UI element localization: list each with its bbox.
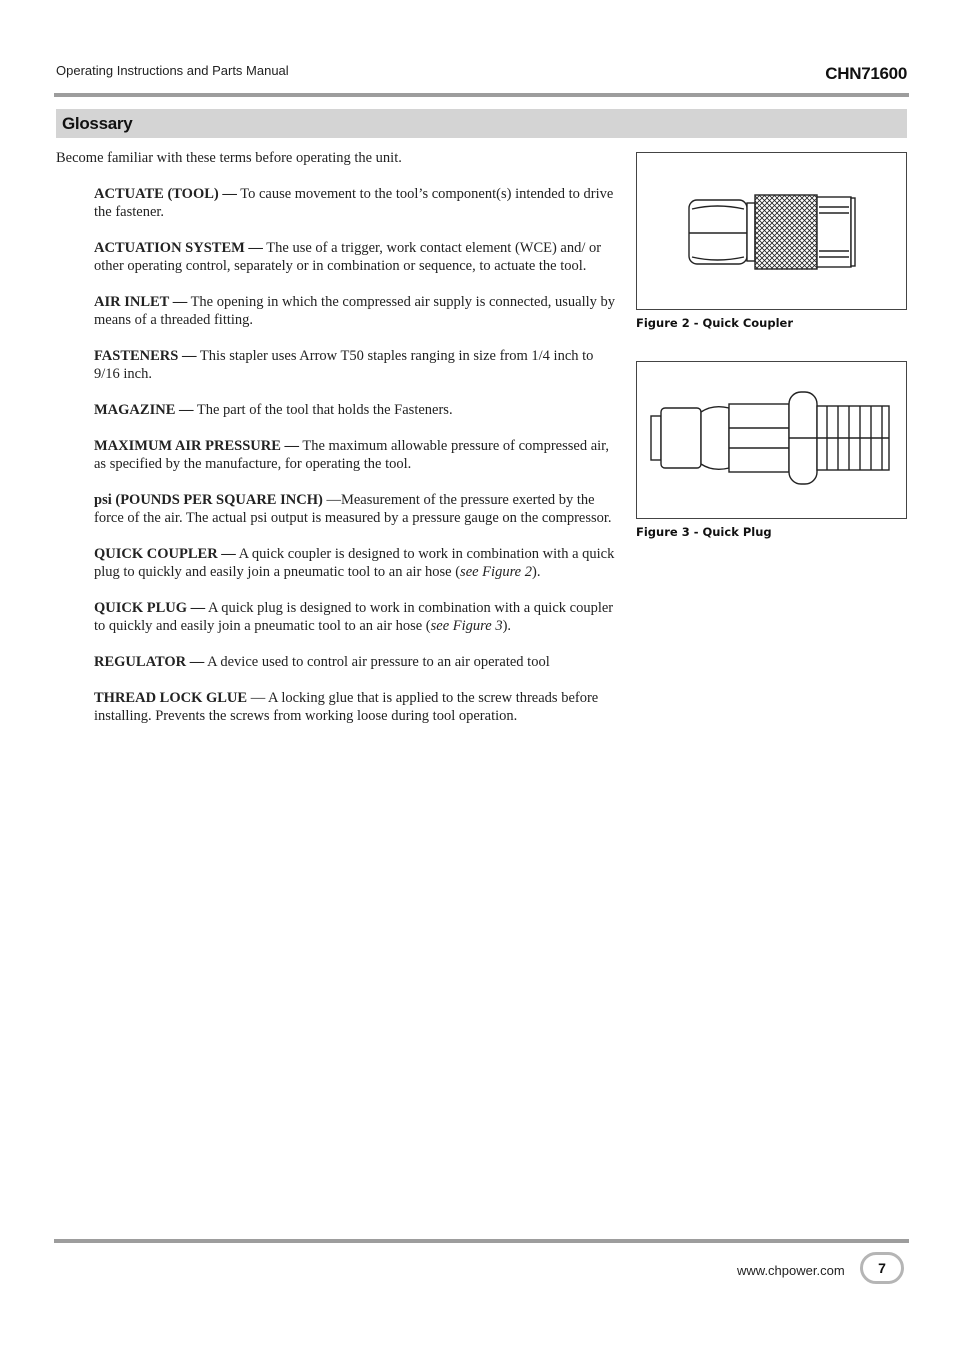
quick-plug-drawing-icon <box>637 362 906 518</box>
glossary-entry <box>94 491 620 527</box>
manual-title: Operating Instructions and Parts Manual <box>56 63 289 78</box>
section-header-bar <box>56 109 907 138</box>
glossary-definition: A quick plug is designed to work in combination with a quick coupler to quickly and easily join a pneumatic tool to an air hose ( <box>94 600 614 634</box>
glossary-definition: This stapler uses Arrow T50 staples ranging in size from 1/4 inch to 9/16 inch. <box>94 348 594 382</box>
glossary-term: FASTENERS — <box>94 348 197 364</box>
figure-caption: Figure 3 - Quick Plug <box>636 525 772 539</box>
footer-rule <box>54 1239 909 1243</box>
glossary-term: ACTUATE (TOOL) — <box>94 186 237 202</box>
glossary-definition: The use of a trigger, work contact element (WCE) and/ or other operating control, separately or in combination or sequence, to actuate the tool. <box>94 240 602 274</box>
glossary-entry <box>94 239 620 275</box>
section-title: Glossary <box>62 114 133 133</box>
glossary-definition-tail: ). <box>532 564 541 580</box>
glossary-term: ACTUATION SYSTEM — <box>94 240 263 256</box>
glossary-term: psi (POUNDS PER SQUARE INCH) <box>94 492 323 508</box>
website-link[interactable]: www.chpower.com <box>737 1263 845 1278</box>
glossary-entry <box>94 437 620 473</box>
glossary-term: QUICK PLUG — <box>94 600 206 616</box>
glossary-entry <box>94 689 620 725</box>
glossary-definition: A device used to control air pressure to an air operated tool <box>204 654 550 670</box>
glossary-list <box>94 185 620 743</box>
glossary-definition: — A locking glue that is applied to the screw threads before installing. Prevents the screws from working loose during tool operation. <box>94 690 599 724</box>
figure-quick-coupler <box>636 152 907 310</box>
figure-reference: see Figure 3 <box>430 618 503 634</box>
figure-quick-plug <box>636 361 907 519</box>
glossary-entry <box>94 599 620 635</box>
glossary-entry <box>94 347 620 383</box>
glossary-definition: —Measurement of the pressure exerted by the force of the air. The actual psi output is measured by a pressure gauge on the compressor. <box>94 492 612 526</box>
header-rule <box>54 93 909 97</box>
glossary-entry <box>94 401 620 419</box>
quick-coupler-drawing-icon <box>637 153 906 309</box>
glossary-term: REGULATOR — <box>94 654 205 670</box>
glossary-definition: The opening in which the compressed air supply is connected, usually by means of a threaded fitting. <box>94 294 615 328</box>
glossary-entry <box>94 545 620 581</box>
glossary-entry <box>94 293 620 329</box>
glossary-term: QUICK COUPLER — <box>94 546 236 562</box>
figure-reference: see Figure 2 <box>460 564 532 580</box>
intro-text: Become familiar with these terms before operating the unit. <box>56 150 402 166</box>
figure-caption: Figure 2 - Quick Coupler <box>636 316 794 330</box>
glossary-definition-tail: ). <box>502 618 512 634</box>
glossary-definition: The part of the tool that holds the Fasteners. <box>193 402 453 418</box>
glossary-term: AIR INLET — <box>94 294 188 310</box>
page-number: 7 <box>860 1252 904 1284</box>
glossary-definition: To cause movement to the tool’s component(s) intended to drive the fastener. <box>94 186 614 220</box>
glossary-term: THREAD LOCK GLUE <box>94 690 248 706</box>
glossary-term: MAGAZINE — <box>94 402 194 418</box>
glossary-definition: A quick coupler is designed to work in combination with a quick plug to quickly and easily join a pneumatic tool to an air hose ( <box>94 546 615 580</box>
glossary-term: MAXIMUM AIR PRESSURE — <box>94 438 300 454</box>
glossary-entry <box>94 653 620 671</box>
model-number: CHN71600 <box>825 64 907 83</box>
glossary-entry <box>94 185 620 221</box>
glossary-definition: The maximum allowable pressure of compressed air, as specified by the manufacture, for operating the tool. <box>94 438 610 472</box>
